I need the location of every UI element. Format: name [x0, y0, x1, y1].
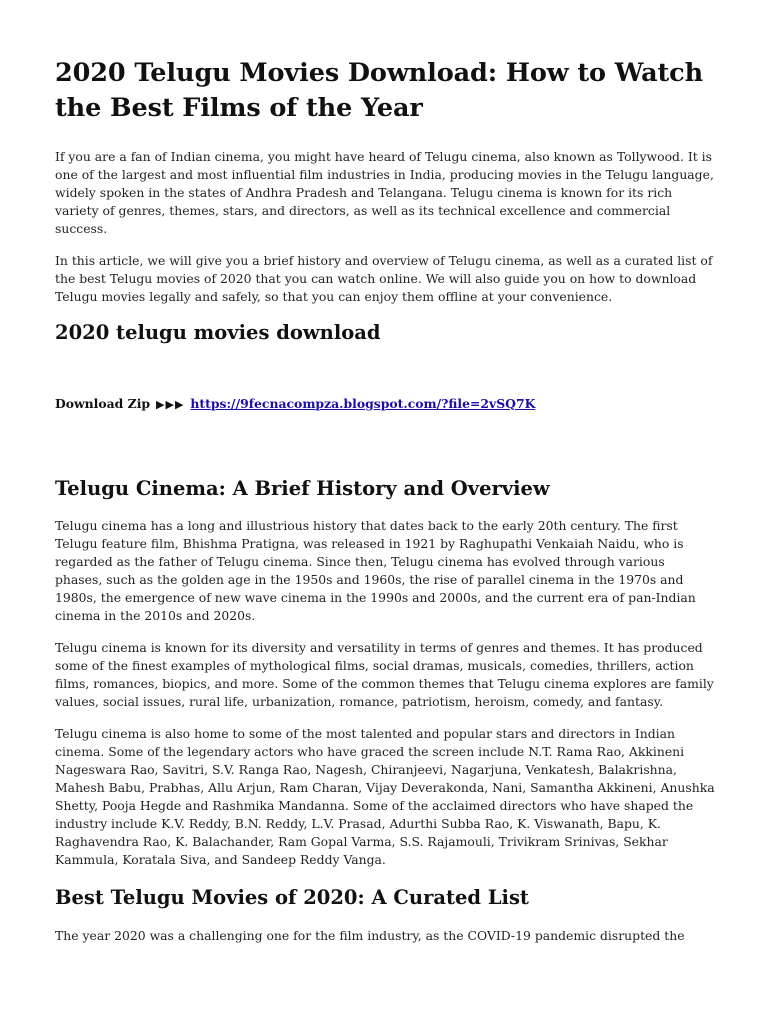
- history-paragraph: Telugu cinema has a long and illustrious history that dates back to the early 20th century. The first Telugu feature film, Bhishma Pratigna, was released in 1921 by Raghupathi Venkaiah Naidu, who is regarded as the father of Telugu cinema. Since then, Telugu cinema has evolved through various phases, such as the golden age in the 1950s and 1960s, the rise of parallel cinema in the 1970s and 1980s, the emergence of new wave cinema in the 1990s and 2000s, and the current era of pan-Indian cinema in the 2010s and 2020s.: [55, 518, 696, 623]
- download-line: [55, 395, 715, 414]
- best-movies-heading: Best Telugu Movies of 2020: A Curated List: [55, 886, 529, 909]
- best-movies-paragraph: The year 2020 was a challenging one for the film industry, as the COVID-19 pandemic disrupted the: [55, 928, 685, 943]
- intro-paragraph: In this article, we will give you a brief history and overview of Telugu cinema, as well as a curated list of the best Telugu movies of 2020 that you can watch online. We will also guide you on how to download Telugu movies legally and safely, so that you can enjoy them offline at your convenience.: [55, 253, 713, 304]
- history-paragraph: Telugu cinema is known for its diversity and versatility in terms of genres and themes. It has produced some of the finest examples of mythological films, social dramas, musicals, comedies, thrillers, action films, romances, biopics, and more. Some of the common themes that Telugu cinema explores are family values, social issues, rural life, urbanization, romance, patriotism, heroism, comedy, and fantasy.: [55, 640, 714, 709]
- history-heading: Telugu Cinema: A Brief History and Overview: [55, 477, 550, 500]
- page-title: 2020 Telugu Movies Download: How to Watch the Best Films of the Year: [55, 58, 704, 123]
- intro-paragraph: If you are a fan of Indian cinema, you might have heard of Telugu cinema, also known as Tollywood. It is one of the largest and most influential film industries in India, producing movies in the Telugu language, widely spoken in the states of Andhra Pradesh and Telangana. Telugu cinema is known for its rich variety of genres, themes, stars, and directors, as well as its technical excellence and commercial success.: [55, 149, 714, 236]
- history-paragraph: Telugu cinema is also home to some of the most talented and popular stars and directors in Indian cinema. Some of the legendary actors who have graced the screen include N.T. Rama Rao, Akkineni Nageswara Rao, Savitri, S.V. Ranga Rao, Nagesh, Chiranjeevi, Nagarjuna, Venkatesh, Balakrishna, Mahesh Babu, Prabhas, Allu Arjun, Ram Charan, Vijay Deverakonda, Nani, Samantha Akkineni, Anushka Shetty, Pooja Hegde and Rashmika Mandanna. Some of the acclaimed directors who have shaped the industry include K.V. Reddy, B.N. Reddy, L.V. Prasad, Adurthi Subba Rao, K. Viswanath, Bapu, K. Raghavendra Rao, K. Balachander, Ram Gopal Varma, S.S. Rajamouli, Trivikram Srinivas, Sekhar Kammula, Koratala Siva, and Sandeep Reddy Vanga.: [55, 726, 715, 867]
- document-page: [55, 56, 715, 959]
- arrows-icon: ▶▶▶: [156, 398, 185, 411]
- download-subheading: 2020 telugu movies download: [55, 321, 381, 344]
- download-link[interactable]: https://9fecnacompza.blogspot.com/?file=2vSQ7K: [190, 396, 536, 411]
- download-label: Download Zip: [55, 396, 151, 411]
